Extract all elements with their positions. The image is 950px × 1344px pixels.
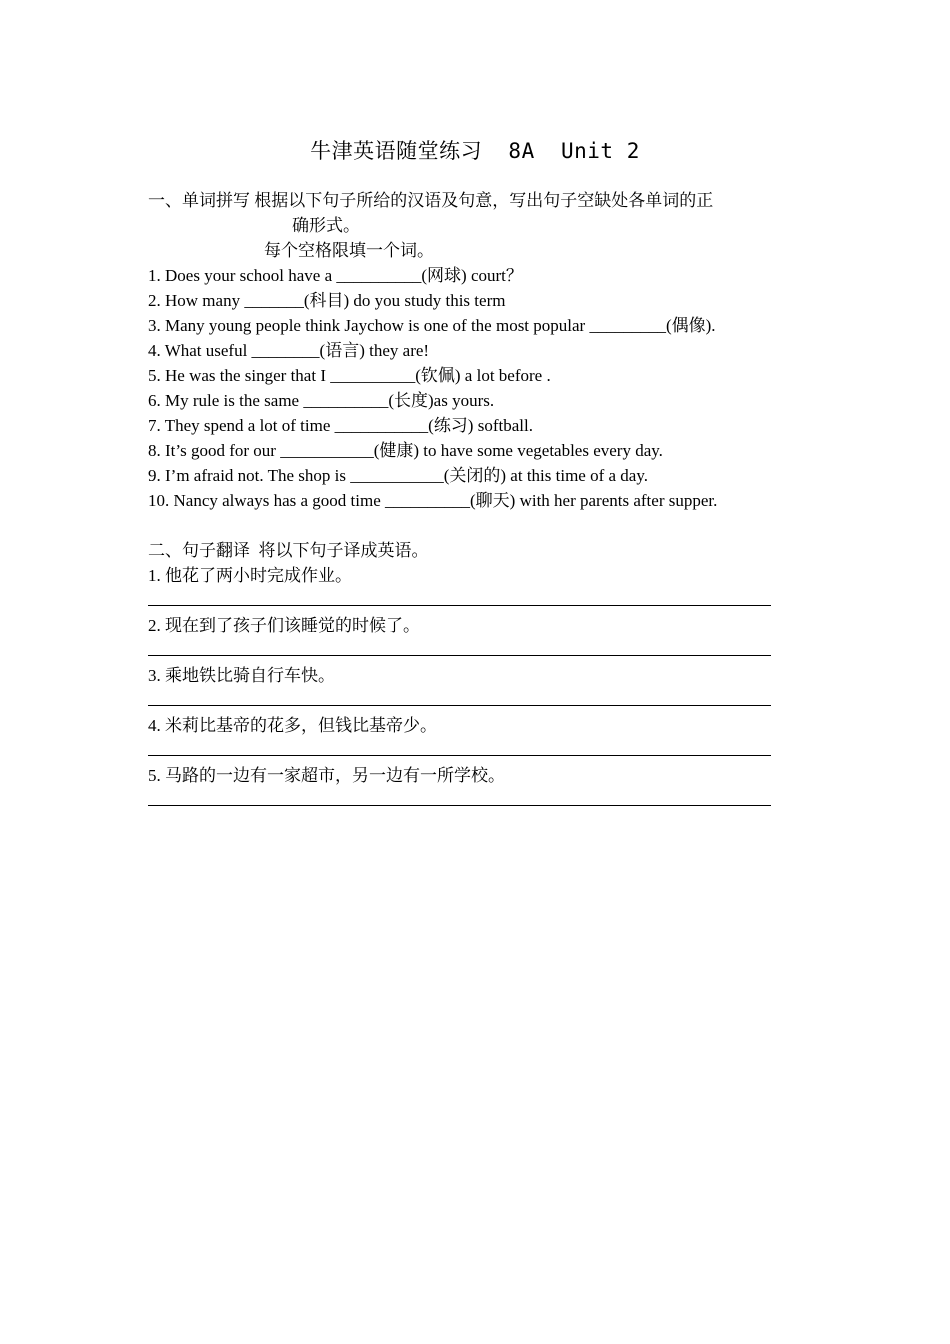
question-2: 2. How many _______(科目) do you study this term xyxy=(148,291,506,310)
question-1: 1. Does your school have a __________(网球) court？ xyxy=(148,266,523,285)
answer-line-2 xyxy=(148,655,771,656)
question-6: 6. My rule is the same __________(长度)as yours. xyxy=(148,391,495,410)
answer-line-1 xyxy=(148,605,771,606)
translation-sentence-5: 5. 马路的一边有一家超市，另一边有一所学校。 xyxy=(148,766,505,785)
translation-sentence-4: 4. 米莉比基帝的花多，但钱比基帝少。 xyxy=(148,716,437,735)
section2-instruction: 二、句子翻译 将以下句子译成英语。 xyxy=(148,541,429,560)
section1-instruction-line2: 确形式。 xyxy=(292,216,360,235)
section1-instruction-line3: 每个空格限填一个词。 xyxy=(264,241,434,260)
translation-sentence-2: 2. 现在到了孩子们该睡觉的时候了。 xyxy=(148,616,420,635)
question-5: 5. He was the singer that I __________(钦佩) a lot before . xyxy=(148,366,551,385)
answer-line-4 xyxy=(148,755,771,756)
answer-line-5 xyxy=(148,805,771,806)
question-4: 4. What useful ________(语言) they are! xyxy=(148,341,430,360)
answer-line-3 xyxy=(148,705,771,706)
question-8: 8. It’s good for our ___________(健康) to have some vegetables every day. xyxy=(148,441,663,460)
section1-instruction-line1: 一、单词拼写 根据以下句子所给的汉语及句意，写出句子空缺处各单词的正 xyxy=(148,191,714,210)
question-7: 7. They spend a lot of time ___________(练习) softball. xyxy=(148,416,533,435)
page-title: 牛津英语随堂练习 8A Unit 2 xyxy=(310,139,640,163)
translation-sentence-3: 3. 乘地铁比骑自行车快。 xyxy=(148,666,335,685)
translation-sentence-1: 1. 他花了两小时完成作业。 xyxy=(148,566,352,585)
question-10: 10. Nancy always has a good time __________(聊天) with her parents after supper. xyxy=(148,491,718,510)
question-3: 3. Many young people think Jaychow is one of the most popular _________(偶像). xyxy=(148,316,716,335)
question-9: 9. I’m afraid not. The shop is ___________(关闭的) at this time of a day. xyxy=(148,466,648,485)
